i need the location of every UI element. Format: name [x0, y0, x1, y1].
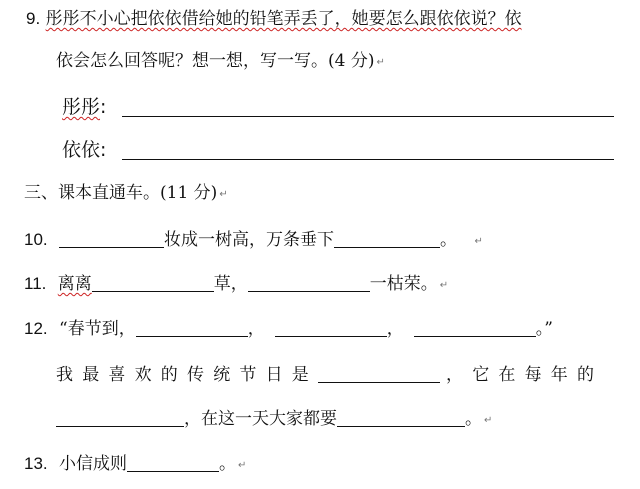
paragraph-mark-icon: ↵ — [439, 280, 449, 291]
yiyi-answer-row — [62, 139, 106, 162]
q12-comma-2: ， — [386, 319, 404, 339]
q10-text: 妆成一树高，万条垂下 — [164, 230, 335, 250]
q10-blank-1[interactable] — [59, 230, 164, 248]
q11-text-0: 离离 — [57, 274, 92, 294]
q13-end: 。 — [219, 454, 237, 474]
q12-text-line-3: ，在这一天大家都要 — [184, 409, 337, 429]
q12-blank-1[interactable] — [136, 319, 248, 337]
q9-text-line-2: 依会怎么回答呢？想一想，写一写。(4 分) — [56, 51, 375, 71]
q12-text-line-2: 我最喜欢的传统节日是 — [56, 365, 318, 385]
q11-blank-2[interactable] — [248, 274, 370, 292]
q12-blank-5[interactable] — [56, 409, 184, 427]
yiyi-colon: : — [100, 139, 107, 161]
q13-line — [24, 453, 246, 477]
q12-end-quote: 。” — [535, 319, 553, 339]
tongtong-answer-blank[interactable] — [122, 99, 614, 117]
q9-line-1 — [26, 8, 522, 30]
tongtong-answer-row — [62, 96, 106, 119]
q13-number: 13. — [24, 454, 48, 473]
q11-blank-1[interactable] — [92, 274, 214, 292]
tongtong-label: 彤彤 — [62, 96, 101, 118]
yiyi-label: 依依 — [62, 139, 101, 161]
q13-text: 小信成则 — [59, 454, 128, 474]
q12-text-open: “春节到， — [59, 319, 136, 339]
paragraph-mark-icon: ↵ — [219, 189, 228, 200]
section3-heading — [24, 182, 228, 206]
q11-text-2: 一枯荣。 — [369, 274, 438, 294]
q12-number: 12. — [24, 319, 48, 338]
q10-number: 10. — [24, 230, 48, 249]
q10-blank-2[interactable] — [334, 230, 440, 248]
q12-line-3 — [56, 408, 492, 432]
paragraph-mark-icon: ↵ — [376, 57, 385, 68]
q12-blank-3[interactable] — [414, 319, 536, 337]
q9-line-2 — [56, 50, 385, 74]
q12-line-2 — [56, 364, 603, 386]
q11-number: 11. — [24, 274, 47, 293]
q12-blank-4[interactable] — [318, 365, 440, 383]
q12-line-1 — [24, 318, 553, 340]
paragraph-mark-icon: ↵ — [474, 236, 483, 247]
q9-text-line-1: 彤彤不小心把依依借给她的铅笔弄丢了，她要怎么跟依依说？依 — [45, 9, 522, 29]
paragraph-mark-icon: ↵ — [238, 460, 247, 471]
q10-end: 。 — [440, 230, 458, 250]
q12-comma-1: ， — [247, 319, 265, 339]
q12-end: 。 — [465, 409, 482, 429]
q10-line — [24, 229, 483, 253]
q11-line — [24, 273, 448, 297]
q9-number: 9. — [26, 9, 41, 28]
q12-blank-6[interactable] — [337, 409, 465, 427]
q12-blank-2[interactable] — [275, 319, 387, 337]
q11-text-1: 草， — [213, 274, 248, 294]
section3-heading-text: 三、课本直通车。(11 分) — [24, 183, 218, 203]
yiyi-answer-blank[interactable] — [122, 142, 614, 160]
paragraph-mark-icon: ↵ — [484, 415, 493, 426]
q13-blank[interactable] — [127, 454, 219, 472]
tongtong-colon: : — [100, 96, 107, 118]
q12-text-line-2-end: ，它在每年的 — [446, 365, 604, 385]
